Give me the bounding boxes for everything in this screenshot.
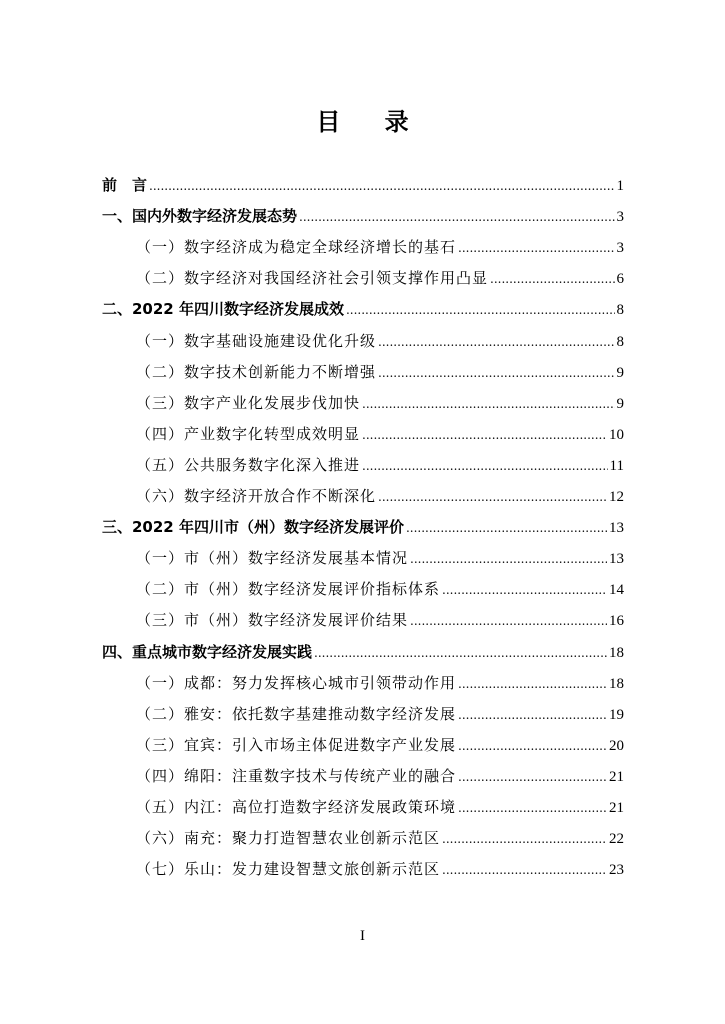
toc-section-entry[interactable] [136, 699, 624, 729]
toc-page-number: 8 [616, 302, 624, 319]
toc-entry-title: （二）雅安：依托数字基建推动数字经济发展 [136, 704, 457, 723]
toc-leader-dots [490, 264, 614, 294]
toc-leader-dots [458, 762, 607, 792]
toc-entry-title: （四）产业数字化转型成效明显 [136, 424, 361, 443]
toc-page-number: 16 [609, 613, 624, 630]
toc-page-number: 10 [609, 426, 624, 443]
toc-page-number: 13 [609, 551, 624, 568]
toc-chapter-entry[interactable] [102, 170, 624, 200]
toc-page-number: 19 [609, 706, 624, 723]
toc-leader-dots [299, 202, 614, 232]
toc-section-entry[interactable] [136, 450, 624, 480]
toc-entry-title: 二、2022 年四川数字经济发展成效 [102, 300, 344, 319]
toc-leader-dots [314, 638, 607, 668]
toc-page-number: 6 [616, 271, 624, 288]
toc-section-entry[interactable] [136, 357, 624, 387]
toc-leader-dots [442, 824, 607, 854]
toc-entry-title: （六）数字经济开放合作不断深化 [136, 487, 377, 505]
toc-entry-title: 一、国内外数字经济发展态势 [102, 207, 298, 226]
toc-section-entry[interactable] [136, 574, 624, 604]
toc-leader-dots [458, 233, 614, 263]
toc-page-number: 23 [609, 862, 624, 879]
toc-chapter-entry[interactable] [102, 512, 624, 542]
toc-leader-dots [410, 544, 607, 574]
toc-chapter-entry[interactable] [102, 637, 624, 667]
toc-section-entry[interactable] [136, 823, 624, 853]
toc-section-entry[interactable] [136, 730, 624, 760]
toc-entry-title: （二）数字经济对我国经济社会引领支撑作用凸显 [136, 269, 489, 288]
toc-page-number: 8 [616, 333, 624, 350]
toc-leader-dots [149, 171, 614, 201]
toc-leader-dots [458, 700, 607, 730]
toc-section-entry[interactable] [136, 481, 624, 511]
toc-entry-title: （三）宜宾：引入市场主体促进数字产业发展 [136, 735, 457, 754]
toc-section-entry[interactable] [136, 419, 624, 449]
toc-section-entry[interactable] [136, 388, 624, 418]
toc-entry-title: 三、2022 年四川市（州）数字经济发展评价 [102, 518, 404, 537]
page-number: I [360, 928, 365, 944]
toc-entry-title: （一）数字基础设施建设优化升级 [136, 331, 377, 350]
toc-leader-dots [458, 731, 607, 761]
toc-entry-title: （六）南充：聚力打造智慧农业创新示范区 [136, 829, 441, 848]
toc-leader-dots [406, 513, 607, 543]
toc-page-number: 3 [616, 240, 624, 257]
toc-page-number: 21 [609, 768, 624, 785]
toc-entry-title: （一）市（州）数字经济发展基本情况 [136, 549, 409, 568]
toc-page-number: 18 [609, 644, 624, 661]
toc-page-number: 21 [609, 800, 624, 816]
toc-section-entry[interactable] [136, 668, 624, 698]
toc-page-number: 18 [609, 675, 624, 692]
toc-section-entry[interactable] [136, 761, 624, 791]
toc-entry-title: 四、重点城市数字经济发展实践 [102, 642, 313, 661]
toc-leader-dots [458, 793, 607, 823]
toc-section-entry[interactable] [136, 792, 624, 822]
toc-page-number: 9 [616, 395, 624, 412]
toc-page-number: 20 [609, 737, 624, 754]
toc-entry-title: （三）数字产业化发展步伐加快 [136, 393, 361, 412]
toc-section-entry[interactable] [136, 263, 624, 293]
toc-leader-dots [362, 420, 607, 450]
toc-page-number: 9 [616, 364, 624, 381]
toc-leader-dots [458, 669, 607, 699]
toc-entry-title: （一）成都：努力发挥核心城市引领带动作用 [136, 673, 457, 692]
toc-leader-dots [346, 295, 615, 325]
toc-page-number: 1 [616, 178, 624, 194]
toc-entry-title: （五）公共服务数字化深入推进 [136, 455, 361, 474]
toc-entry-title: （二）数字技术创新能力不断增强 [136, 362, 377, 381]
toc-section-entry[interactable] [136, 605, 624, 635]
page-title: 目 录 [316, 108, 427, 136]
toc-section-entry[interactable] [136, 543, 624, 573]
toc-entry-title: （一）数字经济成为稳定全球经济增长的基石 [136, 238, 457, 257]
toc-leader-dots [378, 482, 607, 512]
toc-leader-dots [362, 389, 614, 419]
toc-entry-title: （五）内江：高位打造数字经济发展政策环境 [136, 798, 457, 816]
toc-page-number: 11 [609, 457, 624, 474]
toc-leader-dots [378, 358, 614, 388]
toc-page-number: 3 [616, 209, 624, 226]
toc-page-number: 14 [609, 582, 624, 599]
toc-entry-title: （三）市（州）数字经济发展评价结果 [136, 611, 409, 630]
toc-page-number: 13 [609, 520, 624, 537]
toc-section-entry[interactable] [136, 854, 624, 884]
toc-leader-dots [410, 606, 607, 636]
toc-chapter-entry[interactable] [102, 201, 624, 231]
toc-leader-dots [362, 451, 608, 481]
toc-page-number: 12 [609, 489, 624, 505]
toc-entry-title: （四）绵阳：注重数字技术与传统产业的融合 [136, 766, 457, 785]
toc-leader-dots [378, 327, 614, 357]
toc-entry-title: 前 言 [102, 176, 148, 194]
toc-section-entry[interactable] [136, 326, 624, 356]
toc-section-entry[interactable] [136, 232, 624, 262]
toc-page-number: 22 [609, 831, 624, 848]
toc-chapter-entry[interactable] [102, 294, 624, 324]
toc-leader-dots [442, 855, 607, 885]
toc-entry-title: （二）市（州）数字经济发展评价指标体系 [136, 580, 441, 599]
toc-leader-dots [442, 575, 607, 605]
toc-entry-title: （七）乐山：发力建设智慧文旅创新示范区 [136, 860, 441, 879]
